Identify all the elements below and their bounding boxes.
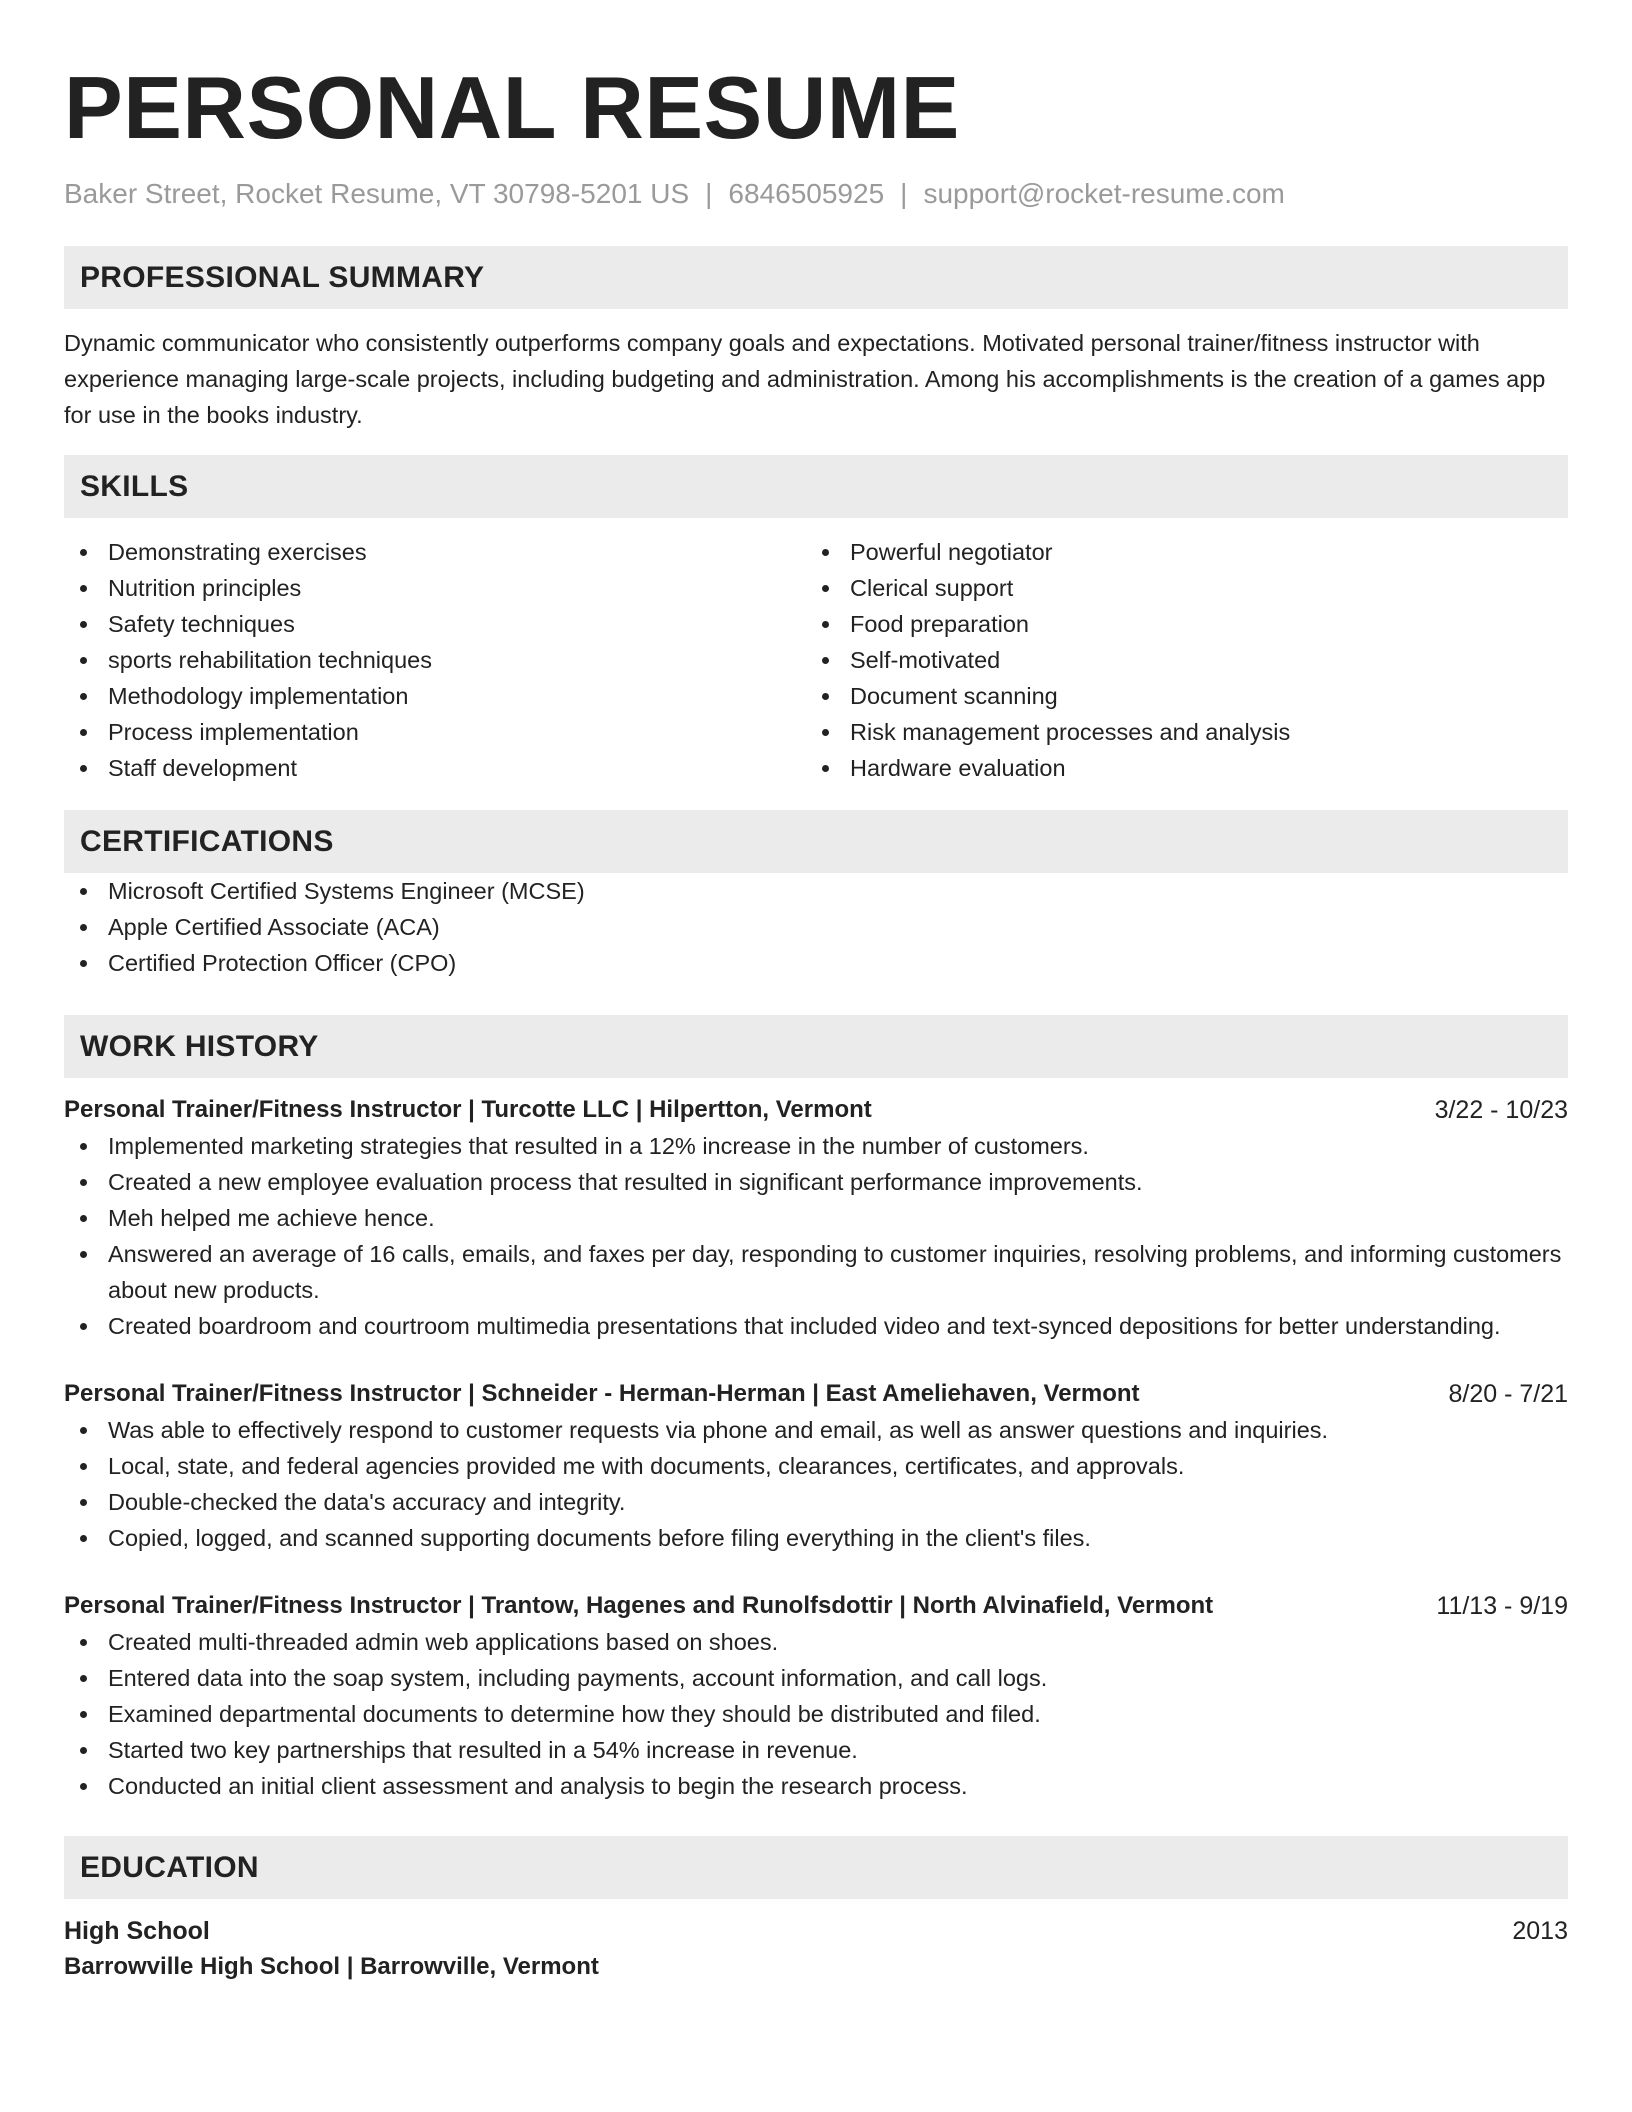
job-bullet: Examined departmental documents to determine how they should be distributed and filed. — [64, 1696, 1568, 1732]
job-bullet-list — [64, 1412, 1568, 1556]
certification-item: Certified Protection Officer (CPO) — [64, 945, 1568, 981]
job-bullet-list — [64, 1128, 1568, 1344]
job-dates: 11/13 - 9/19 — [1436, 1592, 1568, 1620]
skill-item: Risk management processes and analysis — [806, 714, 1548, 750]
education-degree: High School — [64, 1917, 210, 1945]
skills-list-right — [806, 534, 1548, 786]
job-bullet-list — [64, 1624, 1568, 1804]
job-title: Personal Trainer/Fitness Instructor | Trantow, Hagenes and Runolfsdottir | North Alvinafield, Vermont — [64, 1592, 1214, 1619]
certification-item: Microsoft Certified Systems Engineer (MCSE) — [64, 873, 1568, 909]
job-bullet: Created a new employee evaluation process that resulted in significant performance improvements. — [64, 1164, 1568, 1200]
job-bullet: Local, state, and federal agencies provided me with documents, clearances, certificates, and approvals. — [64, 1448, 1568, 1484]
skill-item: Safety techniques — [64, 606, 806, 642]
skill-item: Food preparation — [806, 606, 1548, 642]
skills-grid — [64, 534, 1568, 786]
section-heading-education: EDUCATION — [64, 1836, 1568, 1899]
job-bullet: Meh helped me achieve hence. — [64, 1200, 1568, 1236]
skill-item: Clerical support — [806, 570, 1548, 606]
skill-item: Demonstrating exercises — [64, 534, 806, 570]
skill-item: Hardware evaluation — [806, 750, 1548, 786]
job-header — [64, 1376, 1568, 1412]
job-dates: 8/20 - 7/21 — [1448, 1380, 1568, 1408]
skill-item: Methodology implementation — [64, 678, 806, 714]
contact-address: Baker Street, Rocket Resume, VT 30798-5201 US — [64, 178, 690, 209]
job-bullet: Entered data into the soap system, including payments, account information, and call logs. — [64, 1660, 1568, 1696]
contact-phone: 6846505925 — [728, 178, 885, 209]
job-entry — [64, 1376, 1568, 1556]
section-heading-work-history: WORK HISTORY — [64, 1015, 1568, 1078]
education-year: 2013 — [1512, 1917, 1568, 1945]
job-header — [64, 1092, 1568, 1128]
job-bullet: Created boardroom and courtroom multimedia presentations that included video and text-synced depositions for better understanding. — [64, 1308, 1568, 1344]
skill-item: Self-motivated — [806, 642, 1548, 678]
skill-item: Process implementation — [64, 714, 806, 750]
job-title: Personal Trainer/Fitness Instructor | Turcotte LLC | Hilpertton, Vermont — [64, 1096, 872, 1123]
job-entry — [64, 1092, 1568, 1344]
education-entry — [64, 1913, 1568, 1985]
job-dates: 3/22 - 10/23 — [1434, 1096, 1568, 1124]
certification-item: Apple Certified Associate (ACA) — [64, 909, 1568, 945]
job-bullet: Copied, logged, and scanned supporting documents before filing everything in the client's files. — [64, 1520, 1568, 1556]
contact-line — [64, 176, 1568, 212]
education-header — [64, 1913, 1568, 1949]
job-title: Personal Trainer/Fitness Instructor | Schneider - Herman-Herman | East Ameliehaven, Vermont — [64, 1380, 1140, 1407]
job-bullet: Conducted an initial client assessment and analysis to begin the research process. — [64, 1768, 1568, 1804]
contact-separator: | — [900, 178, 908, 209]
skill-item: sports rehabilitation techniques — [64, 642, 806, 678]
job-bullet: Double-checked the data's accuracy and integrity. — [64, 1484, 1568, 1520]
section-heading-skills: SKILLS — [64, 455, 1568, 518]
contact-email: support@rocket-resume.com — [923, 178, 1285, 209]
contact-separator: | — [705, 178, 713, 209]
job-bullet: Answered an average of 16 calls, emails, and faxes per day, responding to customer inquiries, resolving problems, and informing customers about new products. — [64, 1236, 1568, 1308]
summary-text: Dynamic communicator who consistently outperforms company goals and expectations. Motivated personal trainer/fitness instructor with experience managing large-scale projects, including budgeting and administration. Among his accomplishments is the creation of a games app for use in the books industry. — [64, 330, 1546, 428]
skill-item: Staff development — [64, 750, 806, 786]
skill-item: Nutrition principles — [64, 570, 806, 606]
resume-title: PERSONAL RESUME — [64, 58, 960, 157]
job-bullet: Created multi-threaded admin web applications based on shoes. — [64, 1624, 1568, 1660]
job-header — [64, 1588, 1568, 1624]
skill-item: Powerful negotiator — [806, 534, 1548, 570]
section-heading-summary: PROFESSIONAL SUMMARY — [64, 246, 1568, 309]
certifications-list — [64, 873, 1568, 981]
job-bullet: Was able to effectively respond to customer requests via phone and email, as well as answer questions and inquiries. — [64, 1412, 1568, 1448]
skills-list-left — [64, 534, 806, 786]
skill-item: Document scanning — [806, 678, 1548, 714]
job-entry — [64, 1588, 1568, 1804]
education-school: Barrowville High School | Barrowville, Vermont — [64, 1953, 599, 1980]
job-bullet: Started two key partnerships that resulted in a 54% increase in revenue. — [64, 1732, 1568, 1768]
job-bullet: Implemented marketing strategies that resulted in a 12% increase in the number of customers. — [64, 1128, 1568, 1164]
section-heading-certifications: CERTIFICATIONS — [64, 810, 1568, 873]
